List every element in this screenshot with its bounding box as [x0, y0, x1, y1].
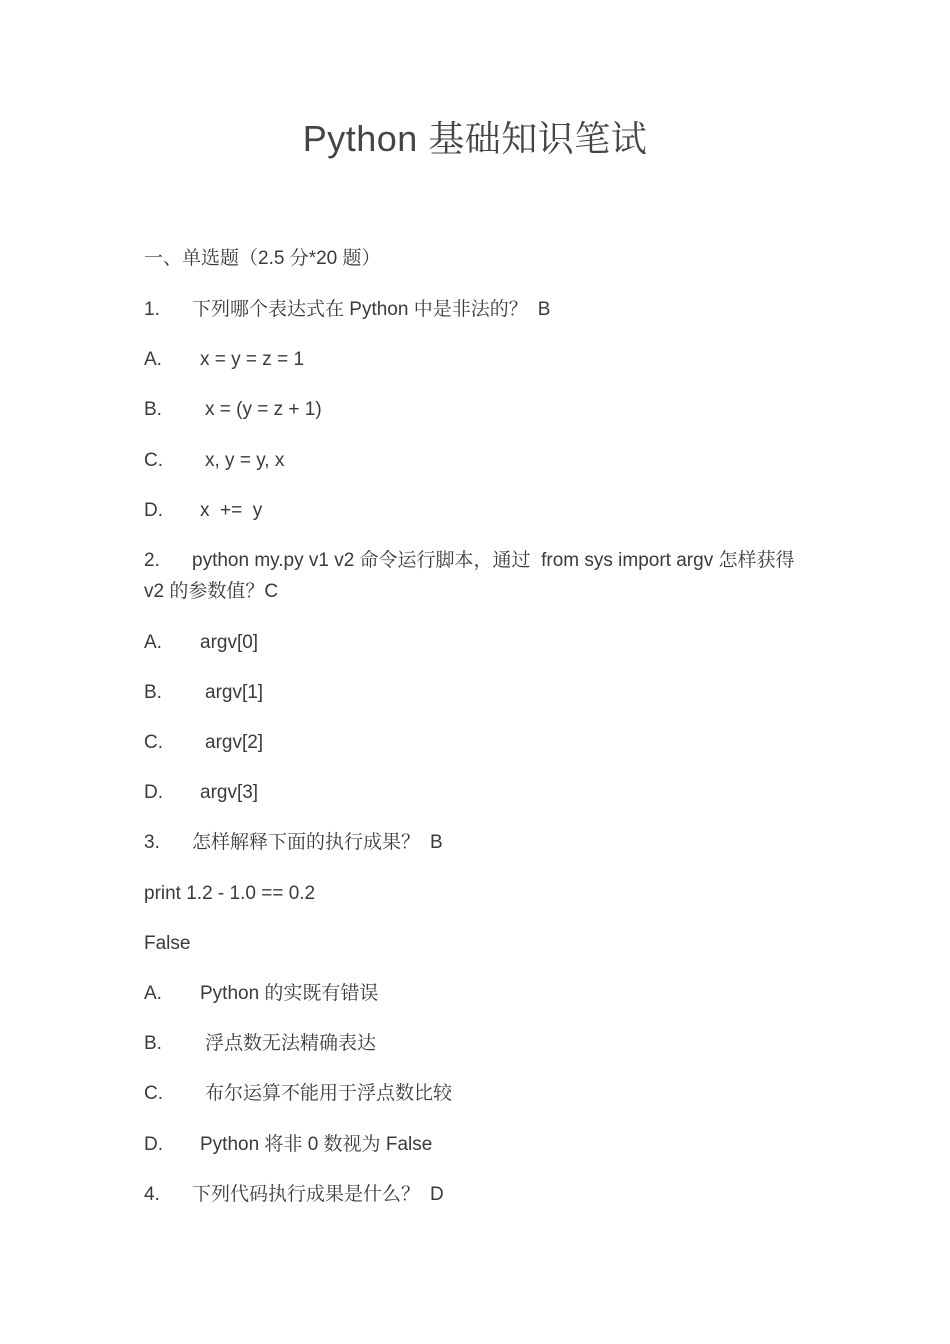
question-text: 下列哪个表达式在 Python 中是非法的？ [192, 299, 528, 320]
question-answer: C [264, 581, 279, 602]
code-output: False [144, 933, 191, 954]
option-label: A. [144, 349, 162, 370]
option-label: C. [144, 1083, 163, 1104]
option-text: Python 的实既有错误 [200, 983, 379, 1004]
option-label: A. [144, 983, 162, 1004]
q2-option-c [144, 729, 263, 757]
question-text: 下列代码执行成果是什么？ [192, 1184, 421, 1205]
option-text: argv[1] [205, 682, 264, 703]
q3-option-a [144, 980, 378, 1008]
question-number: 3. [144, 832, 160, 853]
question-text-line1: python my.py v1 v2 命令运行脚本，通过 from sys import argv 怎样获得 [192, 550, 795, 571]
option-text: Python 将非 0 数视为 False [200, 1134, 433, 1155]
q3-option-c [144, 1080, 452, 1108]
q1-option-a [144, 346, 304, 374]
question-text-line2: v2 的参数值？ [144, 581, 265, 602]
option-text: argv[2] [205, 732, 264, 753]
question-4 [144, 1181, 444, 1209]
q3-option-d [144, 1131, 432, 1159]
question-2-continued [144, 578, 278, 606]
question-text: 怎样解释下面的执行成果？ [192, 832, 421, 853]
section-heading: 一、单选题（2.5 分*20 题） [144, 248, 381, 269]
question-answer: B [430, 832, 443, 853]
code-line: print 1.2 - 1.0 == 0.2 [144, 883, 316, 904]
option-label: A. [144, 632, 162, 653]
option-text: x += y [200, 500, 263, 521]
option-label: D. [144, 1134, 163, 1155]
q2-option-b [144, 679, 263, 707]
q2-option-a [144, 629, 258, 657]
q1-option-b [144, 396, 322, 424]
option-label: C. [144, 450, 163, 471]
option-text: x = y = z = 1 [200, 349, 305, 370]
document-title: Python 基础知识笔试 [302, 118, 648, 159]
question-answer: B [537, 299, 551, 320]
q2-option-d [144, 779, 258, 807]
option-label: D. [144, 782, 163, 803]
option-text: 布尔运算不能用于浮点数比较 [205, 1083, 453, 1104]
option-label: D. [144, 500, 163, 521]
option-text: 浮点数无法精确表达 [205, 1033, 377, 1054]
question-2 [144, 547, 794, 575]
option-text: x = (y = z + 1) [205, 399, 322, 420]
option-label: B. [144, 399, 162, 420]
question-number: 1. [144, 299, 160, 320]
question-number: 2. [144, 550, 160, 571]
question-3 [144, 829, 443, 857]
option-label: C. [144, 732, 163, 753]
option-text: argv[3] [200, 782, 259, 803]
option-text: x, y = y, x [205, 450, 285, 471]
option-label: B. [144, 682, 162, 703]
question-1 [144, 296, 550, 324]
question-answer: D [430, 1184, 444, 1205]
q1-option-d [144, 497, 262, 525]
q3-option-b [144, 1030, 376, 1058]
option-text: argv[0] [200, 632, 259, 653]
q1-option-c [144, 447, 284, 475]
question-number: 4. [144, 1184, 160, 1205]
option-label: B. [144, 1033, 162, 1054]
